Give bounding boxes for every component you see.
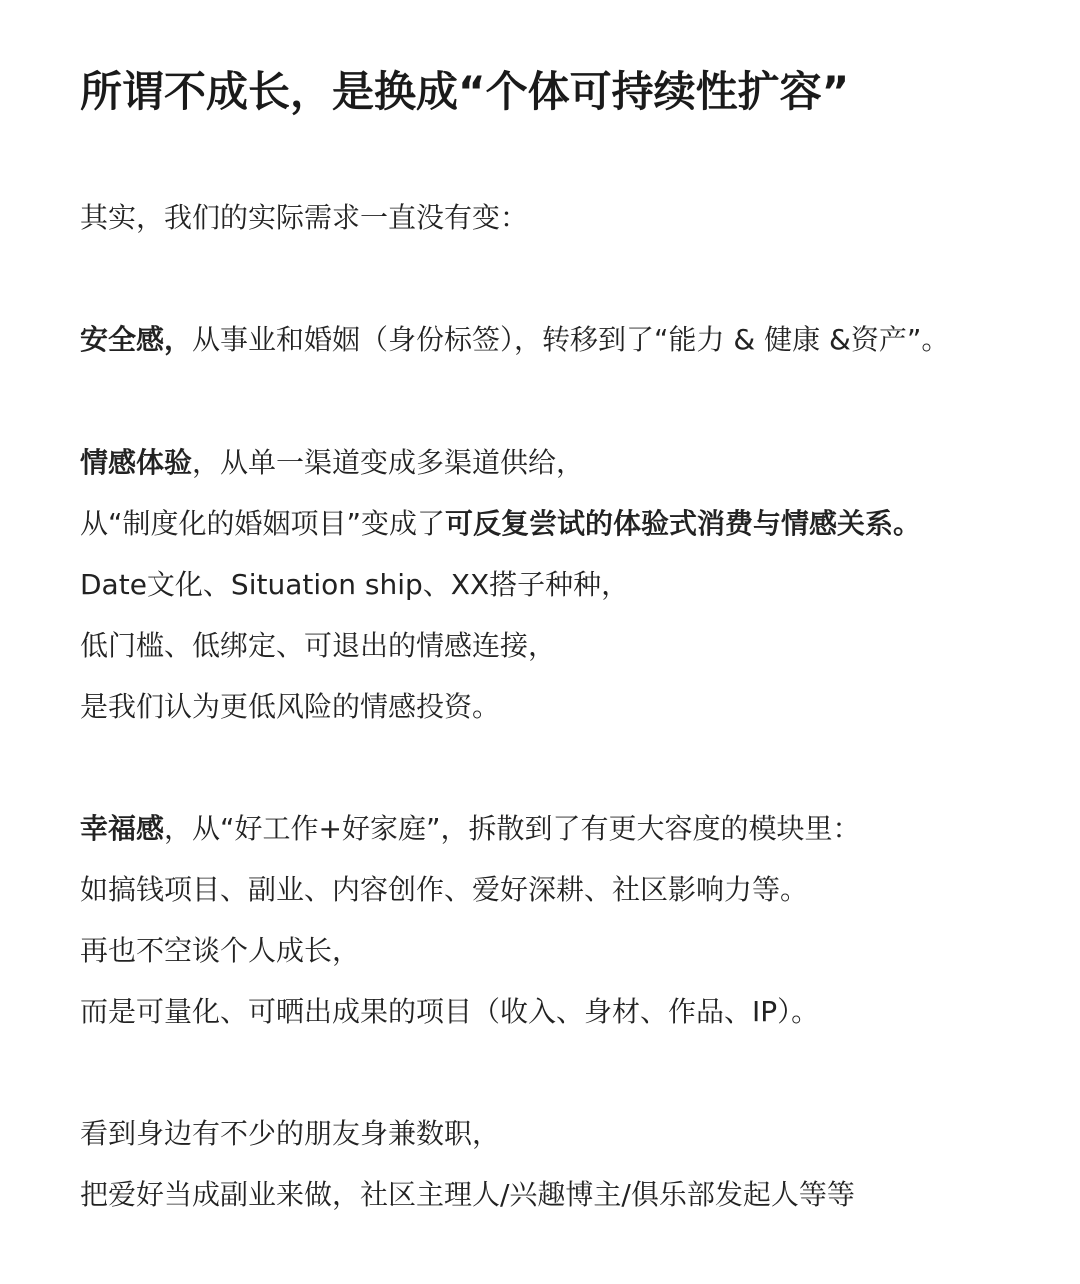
security-paragraph bbox=[80, 320, 949, 360]
friends-line-1: 看到身边有不少的朋友身兼数职， bbox=[80, 1117, 501, 1150]
emotion-label: 情感体验 bbox=[80, 446, 193, 479]
happiness-label: 幸福感 bbox=[80, 812, 165, 845]
security-text: 从事业和婚姻（身份标签），转移到了“能力 & 健康 &资产”。 bbox=[192, 323, 950, 356]
article-title: 所谓不成长，是换成“个体可持续性扩容” bbox=[80, 67, 850, 116]
happiness-line-1-text: ，从“好工作+好家庭”，拆散到了有更大容度的模块里： bbox=[164, 812, 861, 845]
emotion-line-1-text: ，从单一渠道变成多渠道供给， bbox=[192, 446, 585, 479]
emotion-line-2-bold: 可反复尝试的体验式消费与情感关系。 bbox=[445, 507, 922, 540]
security-label: 安全感， bbox=[80, 323, 193, 356]
happiness-line-2: 如搞钱项目、副业、内容创作、爱好深耕、社区影响力等。 bbox=[80, 873, 809, 906]
emotion-line-1 bbox=[80, 443, 584, 483]
happiness-line-4: 而是可量化、可晒出成果的项目（收入、身材、作品、IP）。 bbox=[80, 995, 820, 1028]
emotion-line-2-prefix: 从“制度化的婚姻项目”变成了 bbox=[80, 507, 446, 540]
friends-line-2: 把爱好当成副业来做，社区主理人/兴趣博主/俱乐部发起人等等 bbox=[80, 1178, 855, 1211]
emotion-line-3: Date文化、Situation ship、XX搭子种种， bbox=[80, 568, 630, 601]
emotion-line-2 bbox=[80, 504, 921, 544]
happiness-line-1 bbox=[80, 809, 861, 849]
emotion-line-5: 是我们认为更低风险的情感投资。 bbox=[80, 690, 501, 723]
emotion-line-4: 低门槛、低绑定、可退出的情感连接， bbox=[80, 629, 557, 662]
happiness-line-3: 再也不空谈个人成长， bbox=[80, 934, 361, 967]
intro-paragraph: 其实，我们的实际需求一直没有变： bbox=[80, 201, 529, 234]
